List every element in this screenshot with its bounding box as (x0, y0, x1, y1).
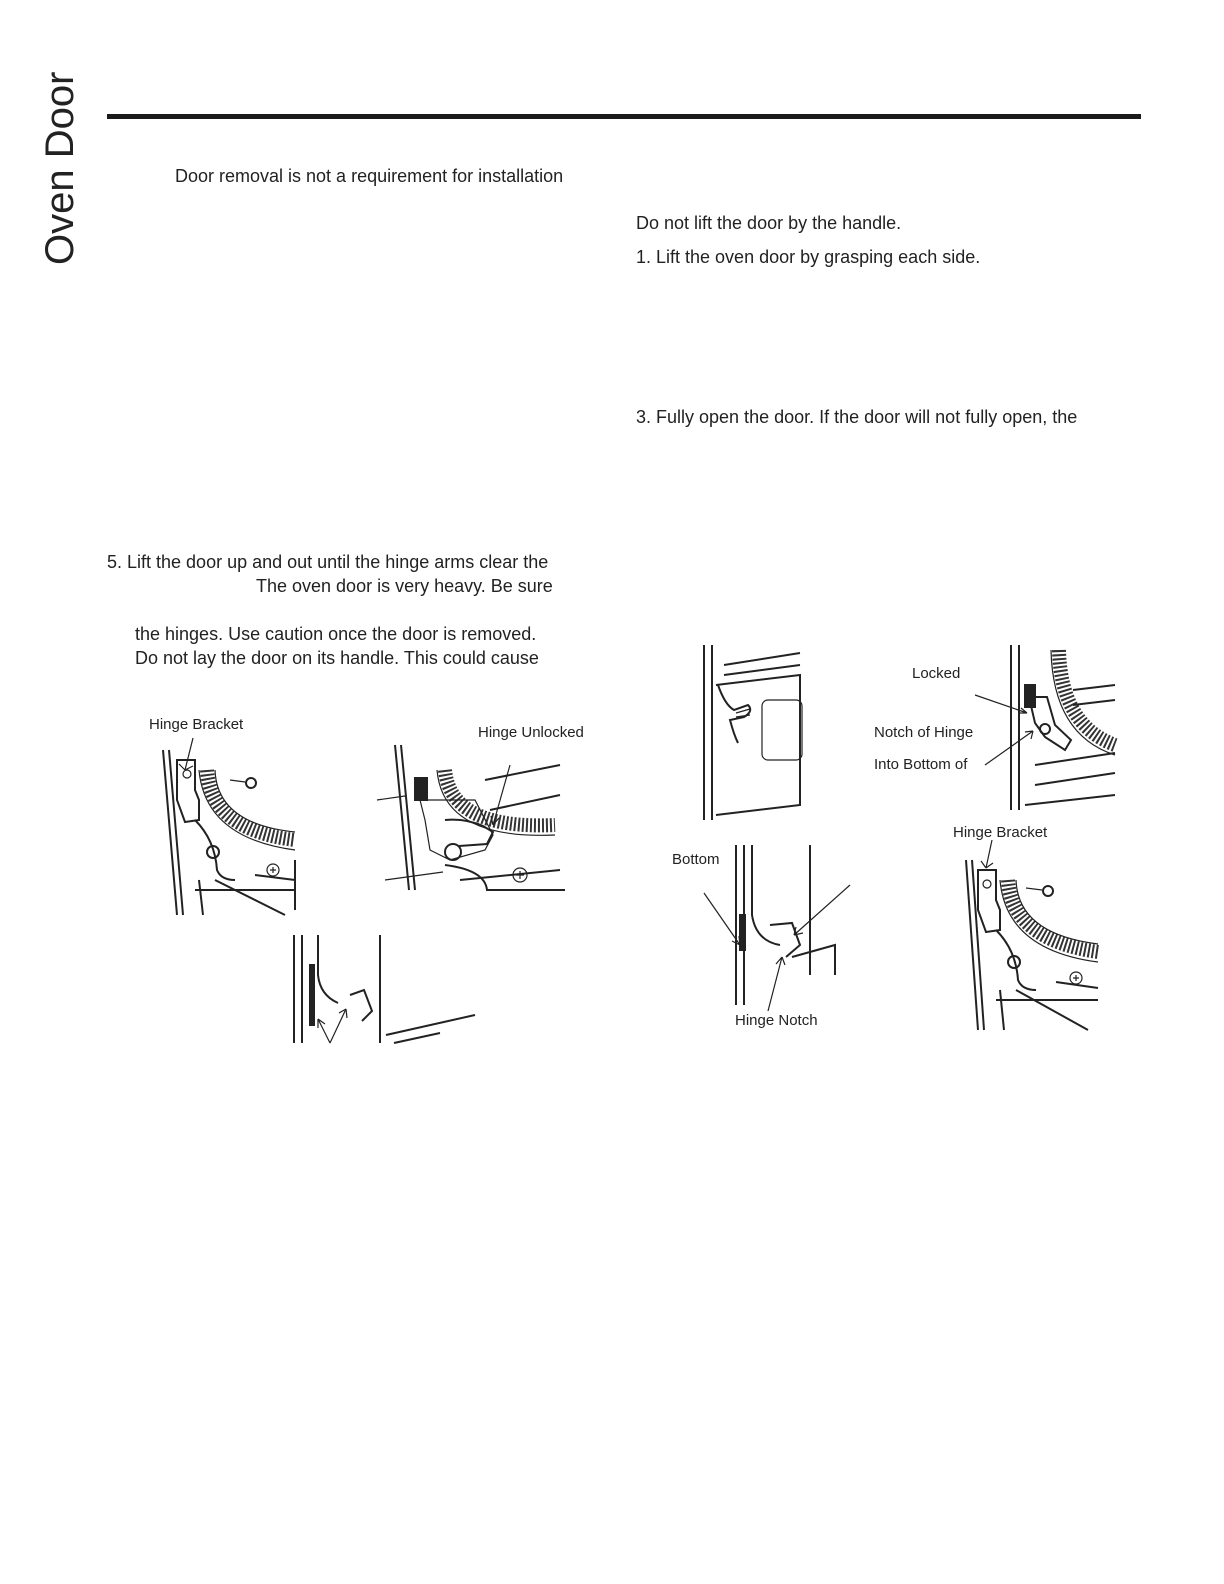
label-notch-of-hinge: Notch of Hinge (874, 724, 974, 741)
label-bottom: Bottom (672, 851, 720, 868)
label-hinge-bracket-right: Hinge Bracket (953, 824, 1048, 841)
label-into-bottom-of: Into Bottom of (874, 756, 968, 773)
hinge-unlocked-illustration (375, 740, 565, 900)
hinge-notch-illustration (700, 845, 840, 1010)
step-5-line-2: The oven door is very heavy. Be sure (256, 576, 553, 596)
lift-door-illustration (700, 645, 810, 820)
hinge-locked-illustration (975, 645, 1115, 810)
label-hinge-bracket-left: Hinge Bracket (149, 716, 244, 733)
step-5-line-4: Do not lay the door on its handle. This could cause (135, 648, 539, 668)
intro-text: Door removal is not a requirement for installation (175, 166, 564, 186)
step-5-line-1: 5. Lift the door up and out until the hinge arms clear the (107, 552, 549, 572)
step-3-text: 3. Fully open the door. If the door will not fully open, the (636, 407, 1078, 427)
label-hinge-notch: Hinge Notch (735, 1012, 818, 1029)
section-title: Oven Door (38, 71, 82, 265)
hinge-bracket-illustration-left (155, 730, 300, 915)
step-1-text: 1. Lift the oven door by grasping each side. (636, 247, 981, 267)
label-locked: Locked (912, 665, 961, 682)
door-hinge-slot-illustration-left (290, 935, 480, 1045)
label-hinge-unlocked: Hinge Unlocked (478, 724, 584, 741)
header-rule (107, 114, 1141, 119)
step-5-line-3: the hinges. Use caution once the door is removed. (135, 624, 537, 644)
hinge-bracket-illustration-right (960, 840, 1100, 1030)
handle-warning: Do not lift the door by the handle. (636, 213, 902, 233)
